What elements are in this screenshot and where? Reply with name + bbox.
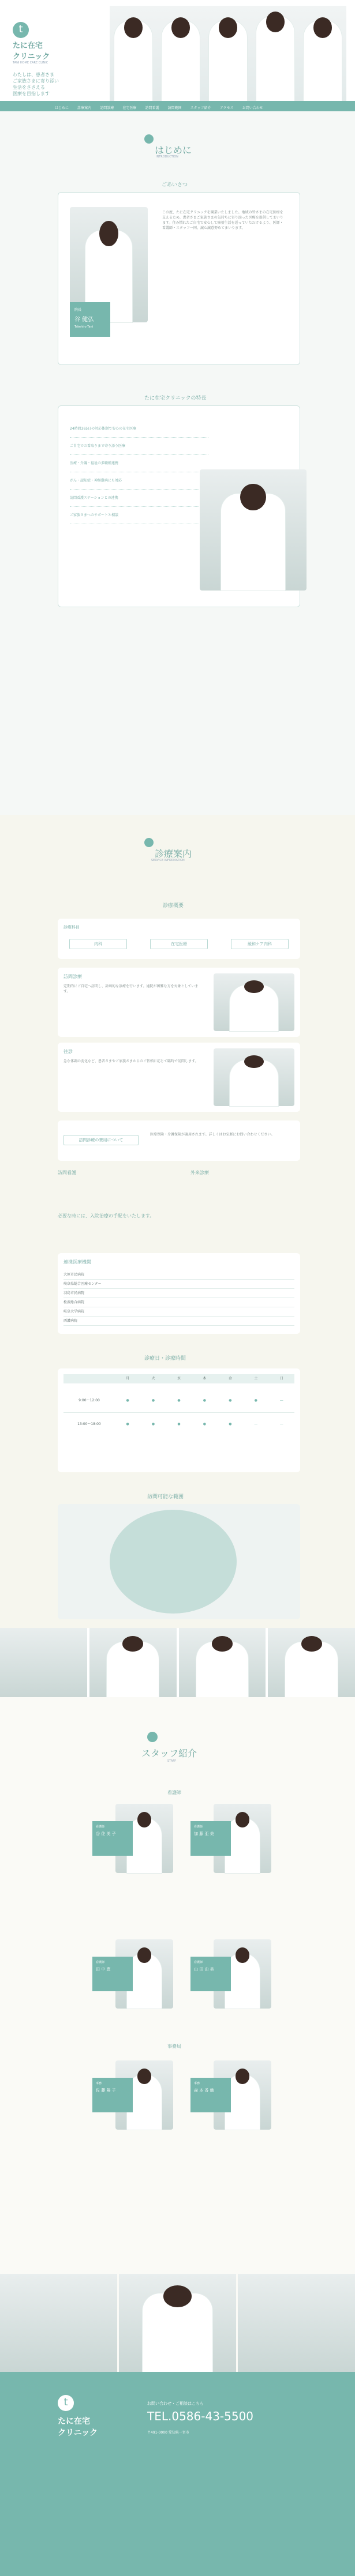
staff-group-1: 看護師	[167, 1790, 181, 1795]
hours-header: 木	[203, 1377, 207, 1381]
logo-sub: TANI HOME CARE CLINIC	[13, 61, 48, 65]
staff-name: 谷 佐 美 子	[96, 1832, 116, 1836]
hours-cell: ●	[177, 1398, 181, 1402]
hospital-item: 岐阜大学病院	[63, 1307, 294, 1317]
director-name: 谷 健弘	[74, 317, 94, 323]
hours-cell: 13:00〜18:00	[77, 1422, 101, 1426]
hours-cell: ●	[126, 1398, 129, 1402]
hours-cell: ●	[151, 1422, 155, 1426]
footer	[0, 2372, 355, 2576]
nav-intro[interactable]: はじめに	[55, 106, 69, 110]
staff-role: 看護師	[194, 1825, 203, 1829]
greeting-label: ごあいさつ	[162, 182, 188, 188]
footer-logo-mark: t	[58, 2395, 74, 2411]
staff-group-2: 事務局	[167, 2044, 181, 2049]
section-icon	[147, 1732, 158, 1742]
hours-header: 月	[126, 1377, 130, 1381]
intro-title: はじめに	[155, 145, 192, 156]
logo-title-2: クリニック	[13, 52, 50, 61]
hours-cell: ●	[229, 1422, 232, 1426]
footer-address: 〒491-0000 愛知県一宮市	[147, 2431, 189, 2435]
logo-mark: t	[13, 22, 29, 38]
tagline-4: 医療を目指します	[13, 91, 50, 96]
staff-role: 事務	[96, 2082, 102, 2085]
other-title: 外来診療	[190, 1170, 209, 1175]
category-palliative: 緩和ケア内科	[231, 939, 289, 949]
intro-section	[0, 111, 355, 815]
staff-title: スタッフ紹介	[141, 1748, 197, 1759]
footer-logo-2: クリニック	[58, 2428, 98, 2438]
hours-cell: ●	[203, 1398, 207, 1402]
categories-card	[58, 919, 300, 959]
features-title: たに在宅クリニックの特長	[144, 396, 207, 401]
hospital-item: 大垣市民病院	[63, 1270, 294, 1280]
section-icon	[144, 838, 154, 847]
greeting-text: この度、たに在宅クリニックを開業いたしました。地域の皆さまの在宅医療を支えるため、患者さまご家族さまの気持ちに寄り添った医療を提供してまいります。住み慣れたご自宅で安心して療養生活を送っていただけるよう、医師・看護師・スタッフ一同、誠心誠意努めてまいります。	[162, 210, 283, 230]
staff-name: 佐 藤 陽 子	[96, 2088, 116, 2093]
feature-item: ご自宅での看取りまで寄り添う医療	[70, 438, 208, 455]
hours-cell: ●	[254, 1398, 257, 1402]
hours-header: 水	[177, 1377, 181, 1381]
feature-item: ご家族さまへのサポートと相談	[70, 507, 208, 524]
greeting-card	[58, 192, 300, 365]
area-title: 訪問可能な範囲	[147, 1494, 184, 1500]
nav-area[interactable]: 訪問範囲	[167, 106, 182, 110]
feature-photo	[200, 469, 307, 591]
insurance-card	[58, 1120, 300, 1161]
staff-card	[190, 2060, 271, 2130]
staff-name: 山 田 由 美	[194, 1967, 214, 1972]
staff-section	[0, 1697, 355, 2372]
photo-band	[0, 1628, 355, 1697]
service-sub: SERVICE INFORMATION	[151, 859, 185, 862]
note-title: 必要な時には、入院治療の手配をいたします。	[58, 1213, 155, 1219]
visit-card	[58, 968, 300, 1037]
staff-name: 森 本 香 織	[194, 2088, 214, 2093]
visit-text: 定期的にご自宅へ訪問し、計画的な診療を行います。通院が困難な方を対象としています。	[63, 984, 199, 994]
home-card	[58, 1043, 300, 1112]
staff-role: 看護師	[194, 1961, 203, 1964]
hours-table	[58, 1368, 300, 1472]
staff-photo-band	[0, 2274, 355, 2372]
tagline-3: 生活をささえる	[13, 85, 45, 90]
home-photo	[214, 1048, 294, 1106]
director-role: 院長	[74, 308, 82, 312]
staff-card	[92, 1804, 173, 1873]
visit-title: 訪問診療	[63, 974, 82, 979]
staff-sub: STAFF	[167, 1759, 177, 1763]
tagline-1: わたしは、患者さま	[13, 72, 54, 77]
global-nav	[0, 101, 355, 111]
area-map	[58, 1504, 300, 1619]
hours-cell: —	[254, 1422, 258, 1426]
hero-photo	[110, 6, 346, 101]
feature-item: 24時間365日の対応体制で安心の在宅医療	[70, 420, 208, 438]
hospital-item: 羽島市民病院	[63, 1289, 294, 1298]
features-card	[58, 405, 300, 607]
nav-service[interactable]: 診療案内	[77, 106, 92, 110]
footer-logo: たに在宅	[58, 2417, 90, 2426]
staff-card	[190, 1939, 271, 2009]
home-title: 往診	[63, 1049, 73, 1054]
nav-visit[interactable]: 訪問診療	[100, 106, 114, 110]
categories-title: 診療科目	[63, 925, 80, 930]
hours-header: 土	[254, 1377, 258, 1381]
hospital-item: 松波総合病院	[63, 1298, 294, 1307]
visit-photo	[214, 973, 294, 1031]
staff-role: 事務	[194, 2082, 200, 2085]
nav-homecare[interactable]: 在宅医療	[122, 106, 137, 110]
tagline-2: ご家族さまに寄り添い	[13, 78, 59, 84]
hospital-item: 岐阜県総合医療センター	[63, 1280, 294, 1289]
hospitals-card	[58, 1253, 300, 1334]
service-title: 診療案内	[155, 848, 192, 859]
cost-title: 訪問看護	[58, 1170, 76, 1175]
hours-cell: —	[279, 1398, 283, 1402]
nav-access[interactable]: アクセス	[219, 106, 234, 110]
area-circle	[110, 1510, 237, 1614]
category-homecare: 在宅医療	[150, 939, 208, 949]
phone-number[interactable]: TEL.0586-43-5500	[147, 2409, 254, 2423]
hours-cell: ●	[229, 1398, 232, 1402]
service-section	[0, 815, 355, 1628]
hero	[0, 0, 355, 101]
hours-header: 火	[151, 1377, 155, 1381]
contact-label: お問い合わせ・ご相談はこちら	[147, 2401, 204, 2406]
hours-title: 診療日・診療時間	[144, 1356, 186, 1362]
intro-sub: INTRODUCTION	[156, 155, 178, 159]
insurance-text: 医療保険・介護保険が適用されます。詳しくはお気軽にお問い合わせください。	[150, 1133, 275, 1137]
staff-name: 田 中 恵	[96, 1967, 111, 1972]
home-text: 急な体調の変化など、患者さまやご家族さまからのご依頼に応じて臨時で訪問します。	[63, 1059, 199, 1063]
hours-cell: 9:00〜12:00	[79, 1398, 100, 1402]
feature-item: 訪問看護ステーションとの連携	[70, 490, 208, 507]
nav-contact[interactable]: お問い合わせ	[242, 106, 263, 110]
staff-card	[92, 1939, 173, 2009]
hospital-item: 西濃病院	[63, 1317, 294, 1326]
hours-cell: —	[279, 1422, 283, 1426]
staff-role: 看護師	[96, 1961, 105, 1964]
insurance-button[interactable]: 訪問診療の費用について	[63, 1135, 139, 1145]
hours-cell: ●	[177, 1422, 181, 1426]
hours-cell: ●	[203, 1422, 207, 1426]
staff-role: 看護師	[96, 1825, 105, 1829]
staff-card	[190, 1804, 271, 1873]
nav-staff[interactable]: スタッフ紹介	[190, 106, 211, 110]
director-box	[70, 302, 110, 337]
outline-label: 診療概要	[163, 903, 184, 909]
staff-card	[92, 2060, 173, 2130]
section-icon	[144, 134, 154, 144]
hours-header: 金	[228, 1377, 232, 1381]
hospitals-title: 連携医療機関	[63, 1259, 91, 1265]
hours-cell: ●	[151, 1398, 155, 1402]
staff-name: 加 藤 亜 美	[194, 1832, 214, 1836]
feature-item: 医療・介護・福祉の多職種連携	[70, 455, 208, 472]
category-internal: 内科	[69, 939, 127, 949]
logo-title: たに在宅	[13, 42, 43, 50]
feature-item: がん・認知症・神経難病にも対応	[70, 472, 208, 490]
director-name-en: Takehiro Tani	[74, 325, 94, 329]
hours-cell: ●	[126, 1422, 129, 1426]
nav-nursing[interactable]: 訪問看護	[145, 106, 159, 110]
hours-header: 日	[279, 1377, 283, 1381]
hours-header	[63, 1374, 115, 1383]
